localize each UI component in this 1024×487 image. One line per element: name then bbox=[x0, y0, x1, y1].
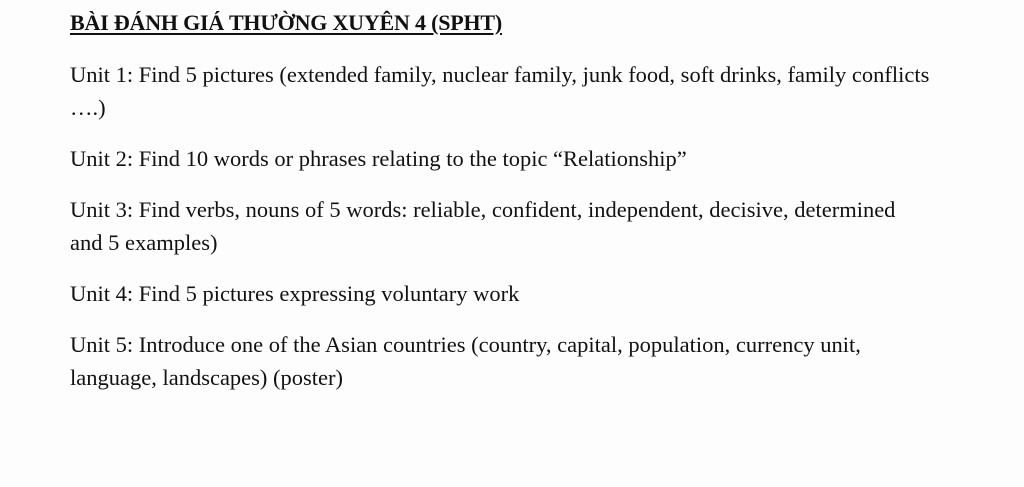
document-title: BÀI ĐÁNH GIÁ THƯỜNG XUYÊN 4 (SPHT) bbox=[70, 10, 503, 35]
unit-5-text: Unit 5: Introduce one of the Asian countries (country, capital, population, currency unit, language, landscapes) (poster) bbox=[70, 332, 861, 390]
unit-list bbox=[70, 58, 984, 394]
unit-2-text: Unit 2: Find 10 words or phrases relating to the topic “Relationship” bbox=[70, 146, 687, 171]
unit-4-text: Unit 4: Find 5 pictures expressing voluntary work bbox=[70, 281, 520, 306]
unit-1-text: Unit 1: Find 5 pictures (extended family, nuclear family, junk food, soft drinks, family conflicts ….) bbox=[70, 62, 930, 120]
unit-3-text: Unit 3: Find verbs, nouns of 5 words: reliable, confident, independent, decisive, determined and 5 examples) bbox=[70, 197, 896, 255]
